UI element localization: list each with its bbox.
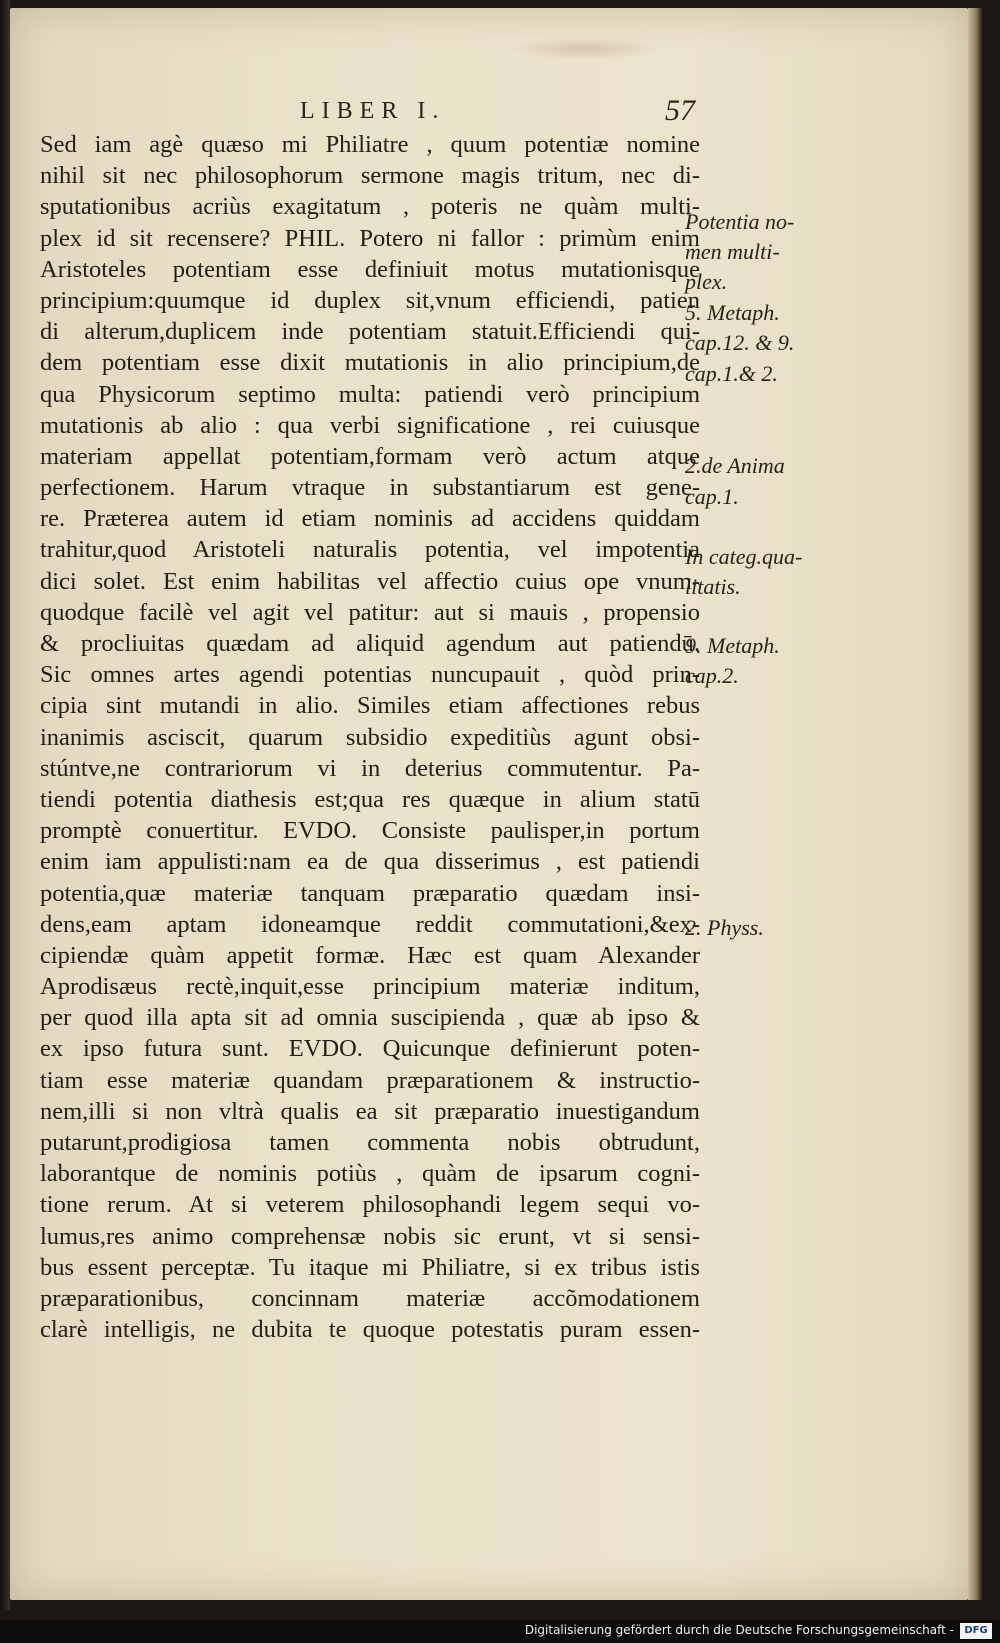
text-line: tione rerum. At si veterem philosophandi legem sequi vo- bbox=[40, 1191, 700, 1219]
marginal-note: 2. Physs. bbox=[685, 915, 764, 940]
marginal-note: 5. Metaph. bbox=[685, 300, 780, 325]
text-line: præparationibus, concinnam materiæ accõmodationem bbox=[40, 1284, 700, 1312]
text-line: Sic omnes artes agendi potentias nuncupauit , quòd prin- bbox=[40, 661, 700, 689]
text-line: plex id sit recensere? PHIL. Potero ni fallor : primùm enim bbox=[40, 224, 700, 252]
marginal-note: cap.2. bbox=[685, 663, 739, 688]
text-line: potentia,quæ materiæ tanquam præparatio quædam insi- bbox=[40, 879, 700, 907]
text-line: sputationibus acriùs exagitatum , poteris ne quàm multi- bbox=[40, 193, 700, 221]
text-line: clarè intelligis, ne dubita te quoque potestatis puram essen- bbox=[40, 1316, 700, 1344]
text-line: promptè conuertitur. EVDO. Consiste paulisper,in portum bbox=[40, 817, 700, 845]
marginal-note: cap.12. & 9. bbox=[685, 330, 795, 355]
marginal-notes bbox=[685, 8, 945, 1600]
digitization-footer bbox=[0, 1620, 1000, 1643]
marginal-note: cap.1. bbox=[685, 484, 739, 509]
page-right-edge bbox=[968, 8, 982, 1600]
running-head-title: LIBER I. bbox=[300, 98, 446, 124]
text-line: laborantque de nominis potiùs , quàm de ipsarum cogni- bbox=[40, 1160, 700, 1188]
marginal-note: 9. Metaph. bbox=[685, 633, 780, 658]
marginal-note: cap.1.& 2. bbox=[685, 361, 778, 386]
ink-stain bbox=[510, 38, 660, 60]
text-line: re. Præterea autem id etiam nominis ad accidens quiddam bbox=[40, 505, 700, 533]
text-line: qua Physicorum septimo multa: patiendi verò principium bbox=[40, 380, 700, 408]
text-line: Aristoteles potentiam esse definiuit motus mutationisque bbox=[40, 255, 700, 283]
text-line: cipiendæ quàm appetit formæ. Hæc est quam Alexander bbox=[40, 941, 700, 969]
body-text bbox=[40, 129, 700, 1345]
text-line: enim iam appulisti:nam ea de qua disserimus , est patiendi bbox=[40, 848, 700, 876]
text-line: ex ipso futura sunt. EVDO. Quicunque definierunt poten- bbox=[40, 1035, 700, 1063]
text-line: di alterum,duplicem inde potentiam statuit.Efficiendi qui- bbox=[40, 318, 700, 346]
text-line: & procliuitas quædam ad aliquid agendum aut patiendū. bbox=[40, 630, 700, 657]
text-line: putarunt,prodigiosa tamen commenta nobis obtrudunt, bbox=[40, 1129, 700, 1156]
text-line: quodque facilè vel agit vel patitur: aut si mauis , propensio bbox=[40, 598, 700, 626]
marginal-note: Potentia no- bbox=[685, 209, 795, 234]
book-page bbox=[10, 8, 968, 1600]
dfg-logo: DFG bbox=[960, 1623, 992, 1639]
marginal-note: plex. bbox=[685, 269, 728, 294]
text-line: trahitur,quod Aristoteli naturalis potentia, vel impotentia bbox=[40, 536, 700, 564]
marginal-note: litatis. bbox=[685, 574, 741, 599]
marginal-note: 2.de Anima bbox=[685, 453, 785, 478]
text-line: perfectionem. Harum vtraque in substantiarum est gene- bbox=[40, 474, 700, 502]
book-spine-edge bbox=[0, 0, 10, 1610]
text-line: principium:quumque id duplex sit,vnum efficiendi, patien bbox=[40, 286, 700, 314]
text-line: cipia sint mutandi in alio. Similes etiam affectiones rebus bbox=[40, 692, 700, 720]
text-line: per quod illa apta sit ad omnia suscipienda , quæ ab ipso & bbox=[40, 1004, 700, 1032]
text-line: inanimis asciscit, quarum subsidio expeditiùs agunt obsi- bbox=[40, 723, 700, 751]
text-line: mutationis ab alio : qua verbi significatione , rei cuiusque bbox=[40, 411, 700, 439]
text-line: bus essent perceptæ. Tu itaque mi Philiatre, si ex tribus istis bbox=[40, 1253, 700, 1281]
text-line: stúntve,ne contrariorum vi in deterius commutentur. Pa- bbox=[40, 754, 700, 782]
text-line: dens,eam aptam idoneamque reddit commutationi,&ex- bbox=[40, 910, 700, 938]
page-number: 57 bbox=[665, 94, 695, 127]
funding-notice: Digitalisierung gefördert durch die Deutsche Forschungsgemeinschaft - bbox=[524, 1623, 954, 1637]
text-line: Sed iam agè quæso mi Philiatre , quum potentiæ nomine bbox=[40, 131, 700, 158]
text-line: tiendi potentia diathesis est;qua res quæque in alium statū bbox=[40, 785, 700, 813]
marginal-note: men multi- bbox=[685, 239, 780, 264]
text-line: dem potentiam esse dixit mutationis in alio principium,de bbox=[40, 349, 700, 377]
text-line: dici solet. Est enim habilitas vel affectio cuius ope vnum- bbox=[40, 567, 700, 595]
text-line: Aprodisæus rectè,inquit,esse principium materiæ inditum, bbox=[40, 973, 700, 1001]
marginal-note: In categ.qua- bbox=[685, 544, 803, 569]
text-line: nem,illi si non vltrà qualis ea sit præparatio inuestigandum bbox=[40, 1097, 700, 1125]
text-line: tiam esse materiæ quandam præparationem & instructio- bbox=[40, 1066, 700, 1094]
text-line: lumus,res animo comprehensæ nobis sic erunt, vt si sensi- bbox=[40, 1222, 700, 1250]
text-line: materiam appellat potentiam,formam verò actum atque bbox=[40, 442, 700, 470]
text-line: nihil sit nec philosophorum sermone magis tritum, nec di- bbox=[40, 162, 700, 190]
